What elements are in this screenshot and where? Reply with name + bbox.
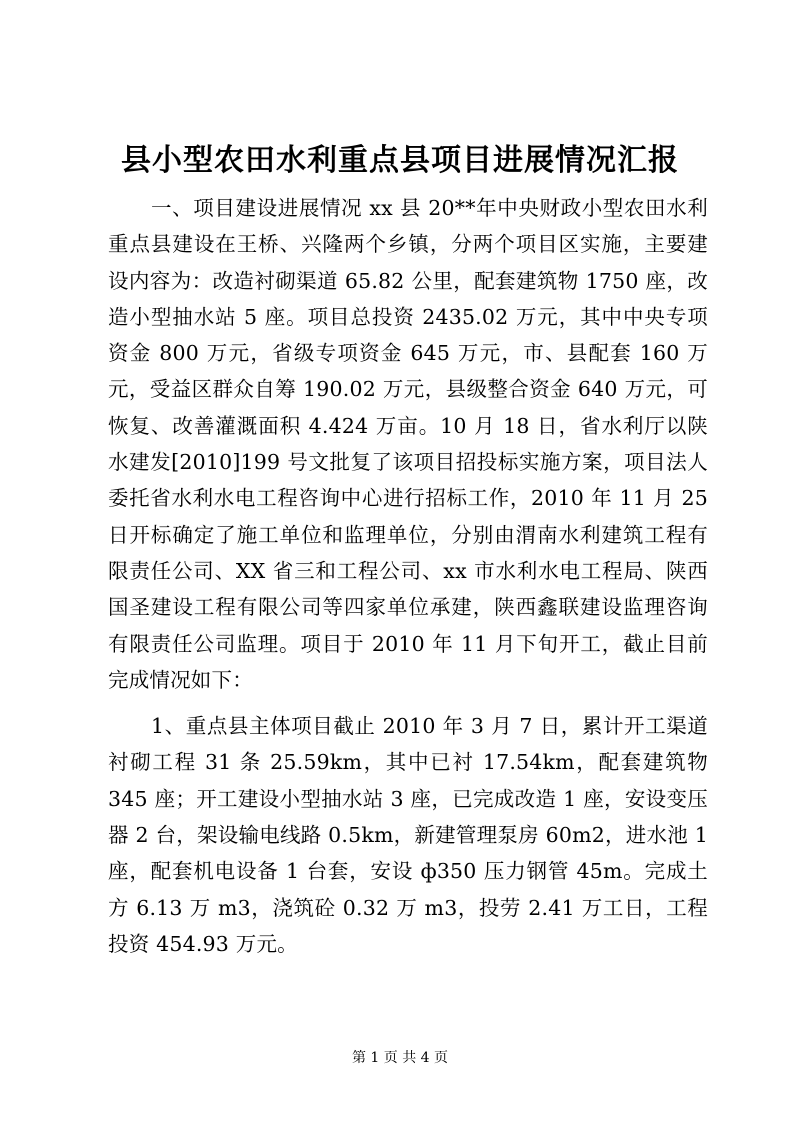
document-title: 县小型农田水利重点县项目进展情况汇报 — [121, 143, 679, 178]
page-number-footer: 第 1 页 共 4 页 — [351, 1050, 449, 1066]
paragraph-main-project: 1、重点县主体项目截止 2010 年 3 月 7 日，累计开工渠道衬砌工程 31 条 25.59km，其中已衬 17.54km，配套建筑物 345 座；开工建设小型抽水站 3 座，已完成改造 1 座，安设变压器 2 台，架设输电线路 0.5km，新建管理泵房 60m2，进水池 1 座，配套机电设备 1 台套，安设 ф350 压力钢管 45m。完成土方 6.13 万 m3，浇筑砼 0.32 万 m3，投劳 2.41 万工日，工程投资 454.93 万元。 — [108, 714, 708, 956]
document-body — [108, 190, 708, 962]
paragraph-project-progress: 一、项目建设进展情况 xx 县 20**年中央财政小型农田水利重点县建设在王桥、兴隆两个乡镇，分两个项目区实施，主要建设内容为：改造衬砌渠道 65.82 公里，配套建筑物 1750 座，改造小型抽水站 5 座。项目总投资 2435.02 万元，其中中央专项资金 800 万元，省级专项资金 645 万元，市、县配套 160 万元，受益区群众自筹 190.02 万元，县级整合资金 640 万元，可恢复、改善灌溉面积 4.424 万亩。10 月 18 日，省水利厅以陕水建发[2010]199 号文批复了该项目招投标实施方案，项目法人委托省水利水电工程咨询中心进行招标工作，2010 年 11 月 25 日开标确定了施工单位和监理单位，分别由渭南水利建筑工程有限责任公司、XX 省三和工程公司、xx 市水利水电工程局、陕西国圣建设工程有限公司等四家单位承建，陕西鑫联建设监理咨询有限责任公司监理。项目于 2010 年 11 月下旬开工，截止目前完成情况如下： — [108, 196, 708, 692]
